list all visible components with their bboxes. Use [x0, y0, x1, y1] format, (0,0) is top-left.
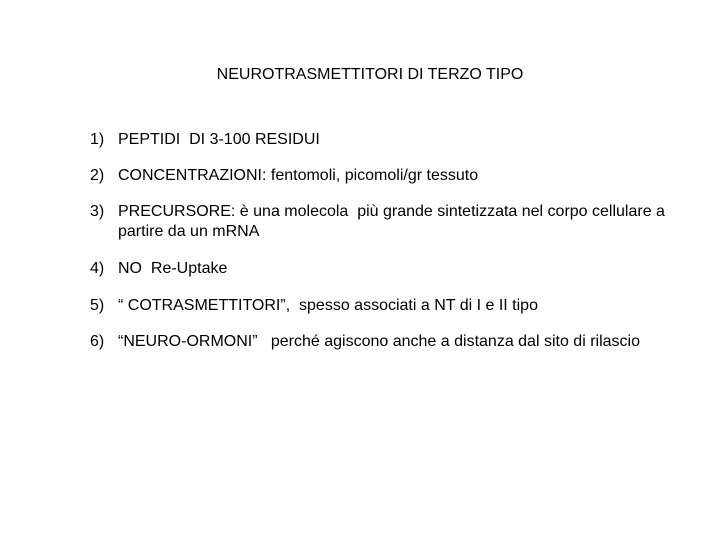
list-item-number: 5)	[90, 297, 105, 314]
list-item-text: “NEURO-ORMONI” perché agiscono anche a distanza dal sito di rilascio	[118, 333, 640, 350]
list-item-text: PEPTIDI DI 3-100 RESIDUI	[118, 131, 320, 148]
list-item	[90, 259, 670, 279]
list-item	[90, 202, 670, 242]
list-item	[90, 166, 670, 186]
list-item	[90, 130, 670, 150]
list-item-number: 3)	[90, 203, 105, 220]
numbered-list	[90, 130, 670, 352]
list-item-number: 1)	[90, 131, 105, 148]
list-item-number: 2)	[90, 167, 105, 184]
list-item-number: 6)	[90, 333, 105, 350]
list-item-text: PRECURSORE: è una molecola più grande sintetizzata nel corpo cellulare a partire da un mRNA	[118, 203, 670, 240]
list-item-text: NO Re-Uptake	[118, 260, 228, 277]
slide-title: NEUROTRASMETTITORI DI TERZO TIPO	[216, 66, 524, 83]
list-item-number: 4)	[90, 260, 105, 277]
list-item-text: “ COTRASMETTITORI”, spesso associati a NT di I e II tipo	[118, 297, 538, 314]
list-item	[90, 332, 670, 352]
list-item	[90, 296, 670, 316]
list-item-text: CONCENTRAZIONI: fentomoli, picomoli/gr tessuto	[118, 167, 479, 184]
